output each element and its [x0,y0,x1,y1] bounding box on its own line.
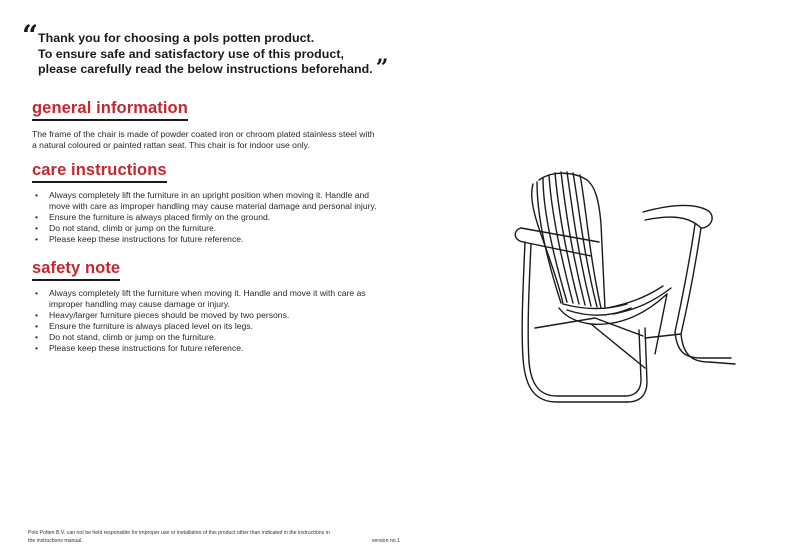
intro-line-3 [38,55,389,81]
footer-disclaimer [28,530,400,545]
list-item [32,201,402,212]
general-information-section [32,99,402,151]
list-item-text: Please keep these instructions for future reference. [49,234,244,244]
list-item-text: Do not stand, climb or jump on the furniture. [49,332,217,342]
disclaimer-line-1: Pols Potten B.V. can not be held responsible for improper use or installation of this product other than indicated in the instructions in [28,530,330,536]
list-item-text: Always completely lift the furniture in an upright position when moving it. Handle and [49,190,370,200]
list-item-text: move with care as improper handling may cause material damage and personal injury. [49,201,377,211]
general-information-line-2: a natural coloured or painted rattan seat. This chair is for indoor use only. [32,140,310,150]
list-item [32,332,402,343]
intro-line-1: Thank you for choosing a pols potten product. [38,31,315,45]
safety-note-list [32,288,402,354]
intro-line-2: To ensure safe and satisfactory use of this product, [38,46,345,61]
general-information-line-1: The frame of the chair is made of powder coated iron or chroom plated stainless steel with [32,129,375,139]
version-label: version no.1 [371,537,400,544]
list-item-text: Do not stand, climb or jump on the furniture. [49,223,217,233]
list-item-text: improper handling may cause damage or injury. [49,299,230,309]
bullet-icon: • [35,212,39,222]
close-quote-mark: ” [375,55,389,81]
list-item [32,310,402,321]
care-instructions-list [32,190,402,245]
disclaimer-line-2: the instructions manual. [28,537,83,544]
care-instructions-heading: care instructions [32,161,167,183]
list-item [32,321,402,332]
bullet-icon: • [35,190,39,200]
safety-note-heading: safety note [32,259,120,281]
general-information-text [32,129,402,151]
list-item-text: Ensure the furniture is always placed level on its legs. [49,321,253,331]
list-item [32,190,402,201]
list-item [32,223,402,234]
list-item [32,343,402,354]
bullet-icon: • [35,288,39,298]
list-item [32,288,402,299]
bullet-icon: • [35,234,39,244]
safety-note-section [32,259,402,354]
bullet-icon: • [35,321,39,331]
list-item-text: Ensure the furniture is always placed firmly on the ground. [49,212,271,222]
rattan-lounge-chair-icon [495,158,757,416]
intro-line-3-text: please carefully read the below instructions beforehand. [38,62,373,76]
bullet-icon: • [35,332,39,342]
list-item-text: Always completely lift the furniture when moving it. Handle and move it with care as [49,288,366,298]
bullet-icon: • [35,310,39,320]
list-item [32,234,402,245]
list-item-text: Heavy/larger furniture pieces should be moved by two persons. [49,310,290,320]
list-item-text: Please keep these instructions for future reference. [49,343,244,353]
bullet-icon: • [35,343,39,353]
list-item [32,299,402,310]
general-information-heading: general information [32,99,188,121]
bullet-icon: • [35,223,39,233]
list-item [32,212,402,223]
care-instructions-section [32,161,402,245]
intro-text [38,31,389,81]
open-quote-mark: “ [22,19,39,52]
